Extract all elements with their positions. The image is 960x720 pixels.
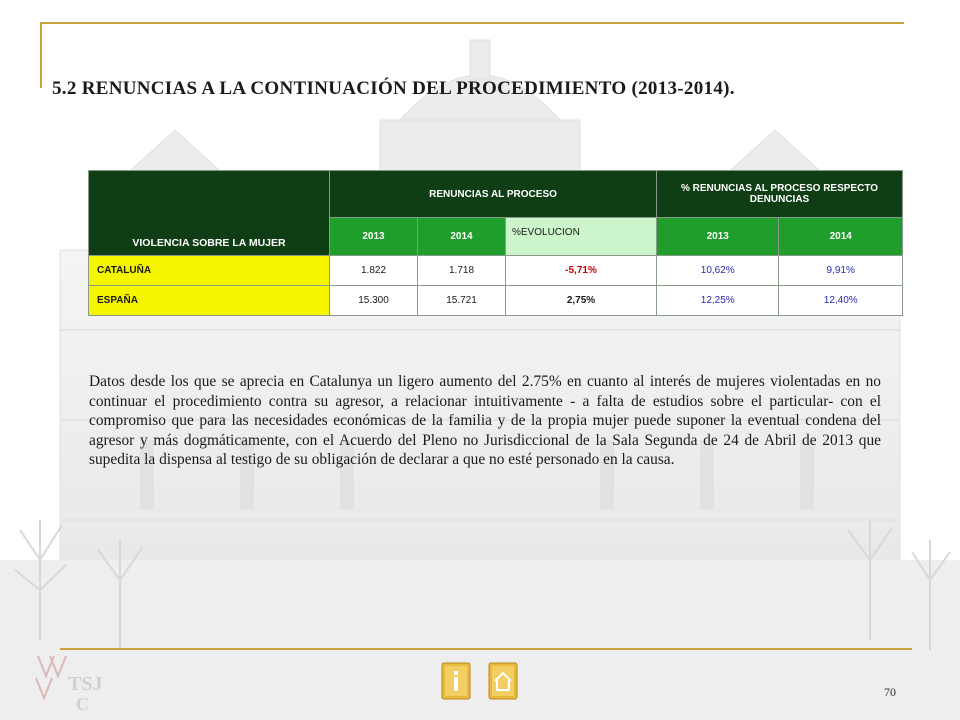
frame-left-line — [40, 22, 42, 88]
cell-renuncias-2014: 1.718 — [418, 256, 506, 286]
col-header-2014: 2014 — [418, 218, 506, 256]
page-number: 70 — [884, 685, 896, 699]
home-nav-button[interactable] — [488, 662, 518, 700]
svg-text:TSJ: TSJ — [68, 673, 103, 695]
svg-text:C: C — [76, 694, 89, 712]
cell-pct-2013: 12,25% — [657, 286, 779, 316]
col-header-pct-2013: 2013 — [657, 218, 779, 256]
table-row — [89, 286, 903, 316]
cell-pct-2013: 10,62% — [657, 256, 779, 286]
group-header-renuncias: RENUNCIAS AL PROCESO — [330, 171, 657, 218]
cell-renuncias-2013: 1.822 — [330, 256, 418, 286]
frame-top-line — [40, 22, 904, 24]
cell-evolucion: 2,75% — [506, 286, 657, 316]
cell-evolucion: -5,71% — [506, 256, 657, 286]
info-nav-button[interactable] — [441, 662, 471, 700]
col-header-pct-2014: 2014 — [779, 218, 903, 256]
row-label: CATALUÑA — [89, 256, 330, 286]
table-corner-label: VIOLENCIA SOBRE LA MUJER — [89, 171, 330, 256]
col-header-evolucion: %EVOLUCION — [506, 218, 657, 256]
cell-pct-2014: 12,40% — [779, 286, 903, 316]
frame-bottom-line — [60, 648, 912, 650]
cell-renuncias-2014: 15.721 — [418, 286, 506, 316]
row-label: ESPAÑA — [89, 286, 330, 316]
cell-pct-2014: 9,91% — [779, 256, 903, 286]
cell-renuncias-2013: 15.300 — [330, 286, 418, 316]
col-header-2013: 2013 — [330, 218, 418, 256]
page-title: 5.2 RENUNCIAS A LA CONTINUACIÓN DEL PROCEDIMIENTO (2013-2014). — [52, 78, 735, 99]
table-row — [89, 256, 903, 286]
renuncias-table — [88, 170, 903, 316]
tsjc-logo — [34, 648, 110, 712]
body-paragraph: Datos desde los que se aprecia en Catalunya un ligero aumento del 2.75% en cuanto al interés de mujeres violentadas en no continuar el procedimiento contra su agresor, a relacionar intuitivamente - a falta de estudios sobre el particular- con el compromiso que para las necesidades económicas de la familia y de la propia mujer puede suponer la eventual condena del agresor y más dogmáticamente, con el Acuerdo del Pleno no Jurisdiccional de la Sala Segunda de 24 de Abril de 2013 que supedita la dispensa al testigo de su obligación de declarar a que no esté personado en la causa. — [89, 373, 881, 469]
info-nav-icon — [454, 671, 458, 691]
group-header-pct: % RENUNCIAS AL PROCESO RESPECTO DENUNCIAS — [657, 171, 903, 218]
